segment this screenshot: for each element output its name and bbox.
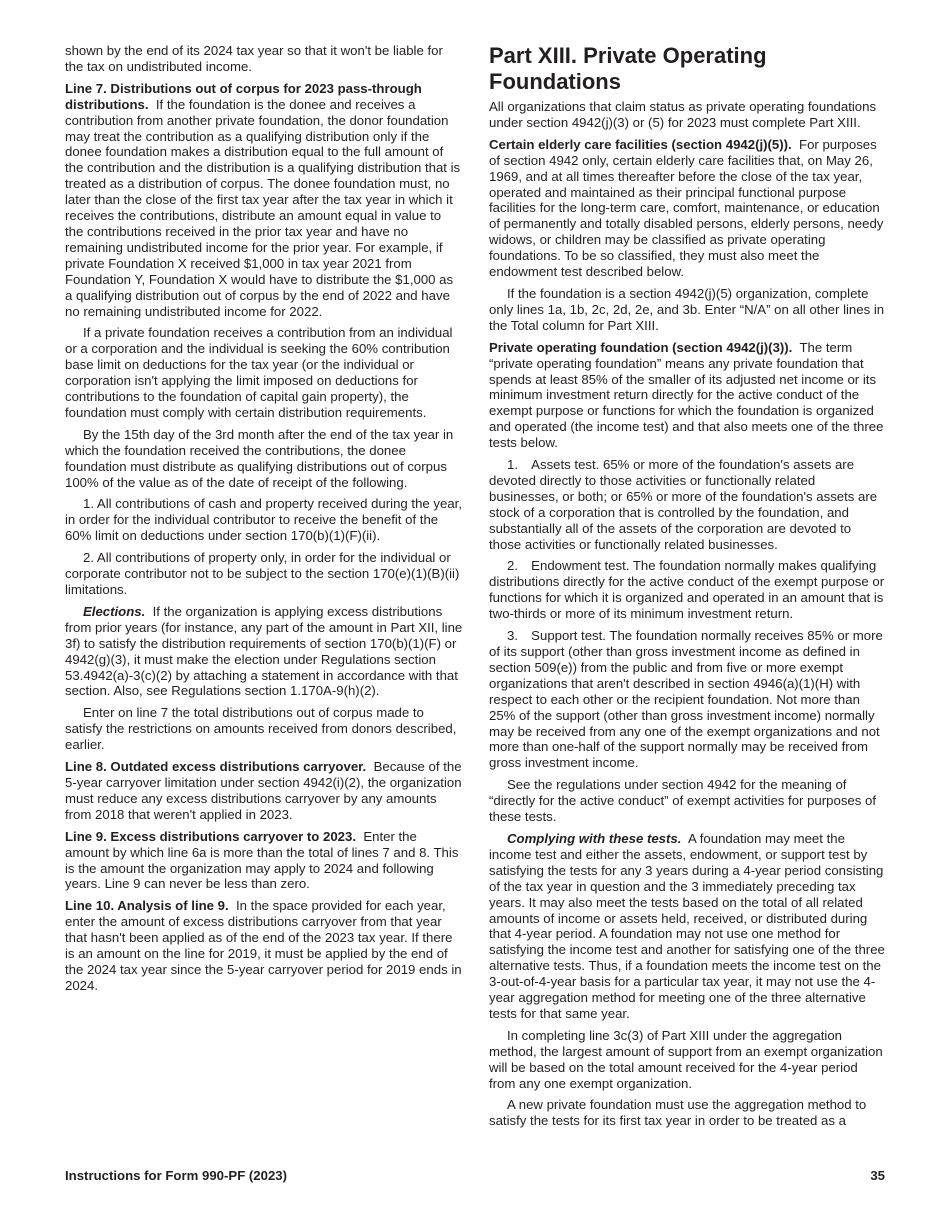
endowment-test: 2. Endowment test. The foundation normally makes qualifying distributions directly for the active conduct of the exempt purpose or functions for which it is organized and operated in an amount that is two-thirds or more of its minimum investment return.: [489, 558, 885, 622]
enter-line7-paragraph: Enter on line 7 the total distributions out of corpus made to satisfy the restrictions on amounts received from donors described, earlier.: [65, 705, 457, 753]
footer-title: Instructions for Form 990-PF (2023): [65, 1168, 288, 1183]
line7-heading: Line 7. Distributions out of corpus for 2023 pass-through distributions.: [65, 80, 422, 112]
line8-body: Because of the 5-year carryover limitation under section 4942(i)(2), the organization must reduce any excess distributions carryover by any amounts from 2018 that weren't applied in 2023.: [65, 759, 462, 822]
left-column: [65, 43, 463, 1000]
list-item-2: 2. All contributions of property only, in order for the individual or corporate contributor not to be subject to the section 170(e)(1)(B)(ii) limitations.: [65, 550, 460, 597]
line7-section: [65, 81, 463, 320]
assets-test: 1. Assets test. 65% or more of the foundation's assets are devoted directly to those activities or functionally related businesses, or both; or 65% or more of the foundation's assets are stock of a corporation that is controlled by the foundation, and substantially all of the assets of the corporation are devoted to those activities or functionally related businesses.: [489, 457, 878, 552]
paragraph-continued: shown by the end of its 2024 tax year so that it won't be liable for the tax on undistributed income.: [65, 43, 443, 74]
see-regulations-paragraph: See the regulations under section 4942 for the meaning of “directly for the active conduct” of exempt activities for purposes of these tests.: [489, 777, 877, 825]
pof-heading: Private operating foundation (section 4942(j)(3)).: [489, 339, 793, 355]
support-test: 3. Support test. The foundation normally receives 85% or more of its support (other than gross investment income as defined in section 509(e)) from the public and from five or more exempt organizations that aren't described in section 4946(a)(1)(H) with respect to each other or the recipient foundation. Not more than 25% of the support (other than gross investment income) normally may be received from any one of the exempt organizations and not more than one-half of the support normally may be received from gross investment income.: [489, 628, 883, 771]
elderly-care-body: For purposes of section 4942 only, certain elderly care facilities that, on May 26, 1969, and at all times thereafter before the close of the tax year, operated and maintained as their principal functional purpose facilities for the long-term care, comfort, maintenance, or education of permanently and totally disabled persons, elderly persons, needy widows, or children may be classified as private operating foundations. To be so classified, they must also meet the endowment test described below.: [489, 136, 884, 280]
private-foundation-paragraph: If a private foundation receives a contribution from an individual or a corporation and the individual is seeking the 60% contribution base limit on deductions for the tax year (or the individual or corporation isn't applying the limit imposed on deductions for contributions to the foundation of capital gain property), the foundation must comply with certain distribution requirements.: [65, 325, 453, 420]
line10-section: [65, 898, 463, 993]
fifteenth-day-paragraph: By the 15th day of the 3rd month after the end of the tax year in which the foundation received the contributions, the donee foundation must distribute as qualifying distributions out of corpus 100% of the value as of the date of receipt of the following.: [65, 426, 454, 490]
complying-heading: Complying with these tests.: [507, 830, 682, 846]
line9-body: Enter the amount by which line 6a is more than the total of lines 7 and 8. This is the amount the organization may apply to 2024 and following years. Line 9 can never be less than zero.: [65, 828, 459, 892]
elections-heading: Elections.: [83, 603, 146, 619]
elderly-care-section: [489, 137, 886, 280]
line7-body: If the foundation is the donee and receives a contribution from another private foundation, the donor foundation may treat the contribution as a qualifying distribution only if the donee foundation makes a distribution equal to the full amount of the contribution and the distribution is a qualifying distribution that is treated as a distribution of corpus. The donee foundation must, no later than the close of the first tax year after the tax year in which it receives the contributions, distribute an amount equal in value to the contributions received in the prior tax year and have no remaining undistributed income for the prior year. For example, if private Foundation X received $1,000 in tax year 2021 from Foundation Y, Foundation X would have to distribute the $1,000 as a qualifying distribution out of corpus by the end of 2022 and have no remaining undistributed income for 2022.: [65, 96, 461, 319]
section-4942j5-paragraph: If the foundation is a section 4942(j)(5) organization, complete only lines 1a, 1b, 2c, 2d, 2e, and 3b. Enter “N/A” on all other lines in the Total column for Part XIII.: [489, 285, 885, 333]
complying-section: [489, 831, 886, 1022]
line8-section: [65, 759, 463, 823]
right-column: [489, 43, 886, 1135]
elderly-care-heading: Certain elderly care facilities (section 4942(j)(5)).: [489, 136, 792, 152]
completing-line-paragraph: In completing line 3c(3) of Part XIII under the aggregation method, the largest amount of support from an exempt organization will be based on the total amount received for the 4-year period from any one exempt organization.: [489, 1027, 883, 1091]
elections-section: [65, 604, 463, 699]
elections-body: If the organization is applying excess distributions from prior years (for instance, any part of the amount in Part XII, line 3f) to satisfy the distribution requirements of section 170(b)(1)(F) or 4942(g)(3), it must make the election under Regulations section 53.4942(a)-3(c)(2) by attaching a statement in accordance with that section. Also, see Regulations section 1.170A-9(h)(2).: [65, 603, 463, 699]
line9-heading: Line 9. Excess distributions carryover to 2023.: [65, 828, 356, 844]
line10-heading: Line 10. Analysis of line 9.: [65, 898, 229, 914]
complying-body: A foundation may meet the income test and either the assets, endowment, or support test by satisfying the tests for any 3 years during a 4-year period consisting of the tax year in question and the 3 immediately preceding tax years. It may also meet the tests based on the total of all related amounts of income or assets held, received, or distributed during that 4-year period. A foundation may not use one method for satisfying the income test and another for satisfying one of the three alternative tests. Thus, if a foundation meets the income test on the 3-out-of-4-year basis for a particular tax year, it may not use the 4-year aggregation method for meeting one of the three alternative tests for that same year.: [489, 830, 885, 1021]
part-title: Part XIII. Private Operating Foundations: [489, 43, 767, 94]
pof-section: [489, 340, 886, 451]
line10-body: In the space provided for each year, enter the amount of excess distributions carryover from that year that hasn't been applied as of the end of the 2023 tax year. If there is an amount on the line for 2019, it must be applied by the end of the 2024 tax year since the 5-year carryover period for 2019 ends in 2024.: [65, 898, 462, 993]
pof-body: The term “private operating foundation” means any private foundation that spends at least 85% of the smaller of its adjusted net income or its minimum investment return directly for the active conduct of the exempt purpose or functions for which the foundation is organized and operated (the income test) and that also meets one of the three tests below.: [489, 339, 884, 451]
new-foundation-paragraph: A new private foundation must use the aggregation method to satisfy the tests for its first tax year in order to be treated as a: [489, 1097, 867, 1129]
list-item-1: 1. All contributions of cash and property received during the year, in order for the individual contributor to receive the benefit of the 60% limit on deductions under section 170(b)(1)(F)(ii).: [65, 496, 462, 544]
part-intro: All organizations that claim status as private operating foundations under section 4942(j)(3) or (5) for 2023 must complete Part XIII.: [489, 99, 877, 130]
line8-heading: Line 8. Outdated excess distributions carryover.: [65, 759, 367, 775]
page-number: 35: [870, 1168, 885, 1183]
line9-section: [65, 829, 463, 893]
